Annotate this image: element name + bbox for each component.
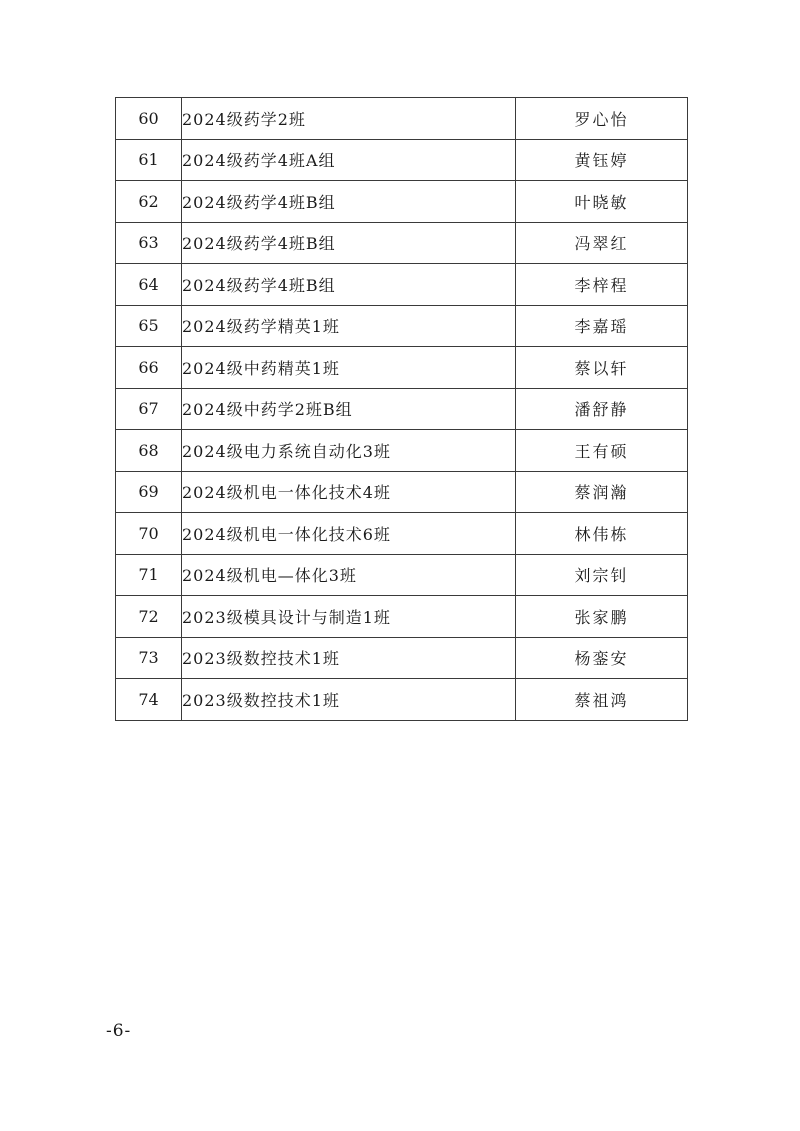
row-number-cell: 73 bbox=[116, 637, 182, 679]
student-name-cell: 冯翠红 bbox=[516, 222, 688, 264]
student-name-cell: 李嘉瑶 bbox=[516, 305, 688, 347]
student-roster-table bbox=[115, 97, 688, 721]
table-row bbox=[116, 264, 688, 306]
table-row bbox=[116, 471, 688, 513]
class-name-cell: 2024级药学精英1班 bbox=[182, 305, 516, 347]
class-name-cell: 2023级数控技术1班 bbox=[182, 679, 516, 721]
student-name-cell: 李梓程 bbox=[516, 264, 688, 306]
roster-table-body bbox=[116, 98, 688, 721]
class-name-cell: 2023级模具设计与制造1班 bbox=[182, 596, 516, 638]
table-row bbox=[116, 222, 688, 264]
class-name-cell: 2024级中药学2班B组 bbox=[182, 388, 516, 430]
row-number-cell: 67 bbox=[116, 388, 182, 430]
student-name-cell: 林伟栋 bbox=[516, 513, 688, 555]
class-name-cell: 2024级电力系统自动化3班 bbox=[182, 430, 516, 472]
class-name-cell: 2024级机电一体化技术4班 bbox=[182, 471, 516, 513]
student-name-cell: 罗心怡 bbox=[516, 98, 688, 140]
table-row bbox=[116, 181, 688, 223]
class-name-cell: 2024级药学4班B组 bbox=[182, 264, 516, 306]
class-name-cell: 2024级中药精英1班 bbox=[182, 347, 516, 389]
table-row bbox=[116, 596, 688, 638]
row-number-cell: 71 bbox=[116, 554, 182, 596]
row-number-cell: 60 bbox=[116, 98, 182, 140]
class-name-cell: 2024级药学4班A组 bbox=[182, 139, 516, 181]
class-name-cell: 2024级药学4班B组 bbox=[182, 222, 516, 264]
table-row bbox=[116, 305, 688, 347]
class-name-cell: 2024级药学4班B组 bbox=[182, 181, 516, 223]
table-row bbox=[116, 513, 688, 555]
class-name-cell: 2024级药学2班 bbox=[182, 98, 516, 140]
row-number-cell: 64 bbox=[116, 264, 182, 306]
row-number-cell: 65 bbox=[116, 305, 182, 347]
student-name-cell: 张家鹏 bbox=[516, 596, 688, 638]
row-number-cell: 72 bbox=[116, 596, 182, 638]
table-row bbox=[116, 554, 688, 596]
student-name-cell: 黄钰婷 bbox=[516, 139, 688, 181]
row-number-cell: 70 bbox=[116, 513, 182, 555]
page-number: -6- bbox=[106, 1021, 132, 1041]
row-number-cell: 63 bbox=[116, 222, 182, 264]
student-name-cell: 潘舒静 bbox=[516, 388, 688, 430]
table-row bbox=[116, 139, 688, 181]
table-row bbox=[116, 98, 688, 140]
row-number-cell: 74 bbox=[116, 679, 182, 721]
student-name-cell: 刘宗钊 bbox=[516, 554, 688, 596]
row-number-cell: 68 bbox=[116, 430, 182, 472]
table-row bbox=[116, 679, 688, 721]
row-number-cell: 69 bbox=[116, 471, 182, 513]
student-name-cell: 杨銮安 bbox=[516, 637, 688, 679]
student-name-cell: 王有硕 bbox=[516, 430, 688, 472]
row-number-cell: 66 bbox=[116, 347, 182, 389]
student-name-cell: 蔡润瀚 bbox=[516, 471, 688, 513]
table-row bbox=[116, 388, 688, 430]
class-name-cell: 2024级机电一体化技术6班 bbox=[182, 513, 516, 555]
class-name-cell: 2024级机电—体化3班 bbox=[182, 554, 516, 596]
table-row bbox=[116, 347, 688, 389]
table-row bbox=[116, 430, 688, 472]
row-number-cell: 62 bbox=[116, 181, 182, 223]
row-number-cell: 61 bbox=[116, 139, 182, 181]
class-name-cell: 2023级数控技术1班 bbox=[182, 637, 516, 679]
student-name-cell: 蔡祖鸿 bbox=[516, 679, 688, 721]
table-row bbox=[116, 637, 688, 679]
student-name-cell: 蔡以轩 bbox=[516, 347, 688, 389]
student-name-cell: 叶晓敏 bbox=[516, 181, 688, 223]
